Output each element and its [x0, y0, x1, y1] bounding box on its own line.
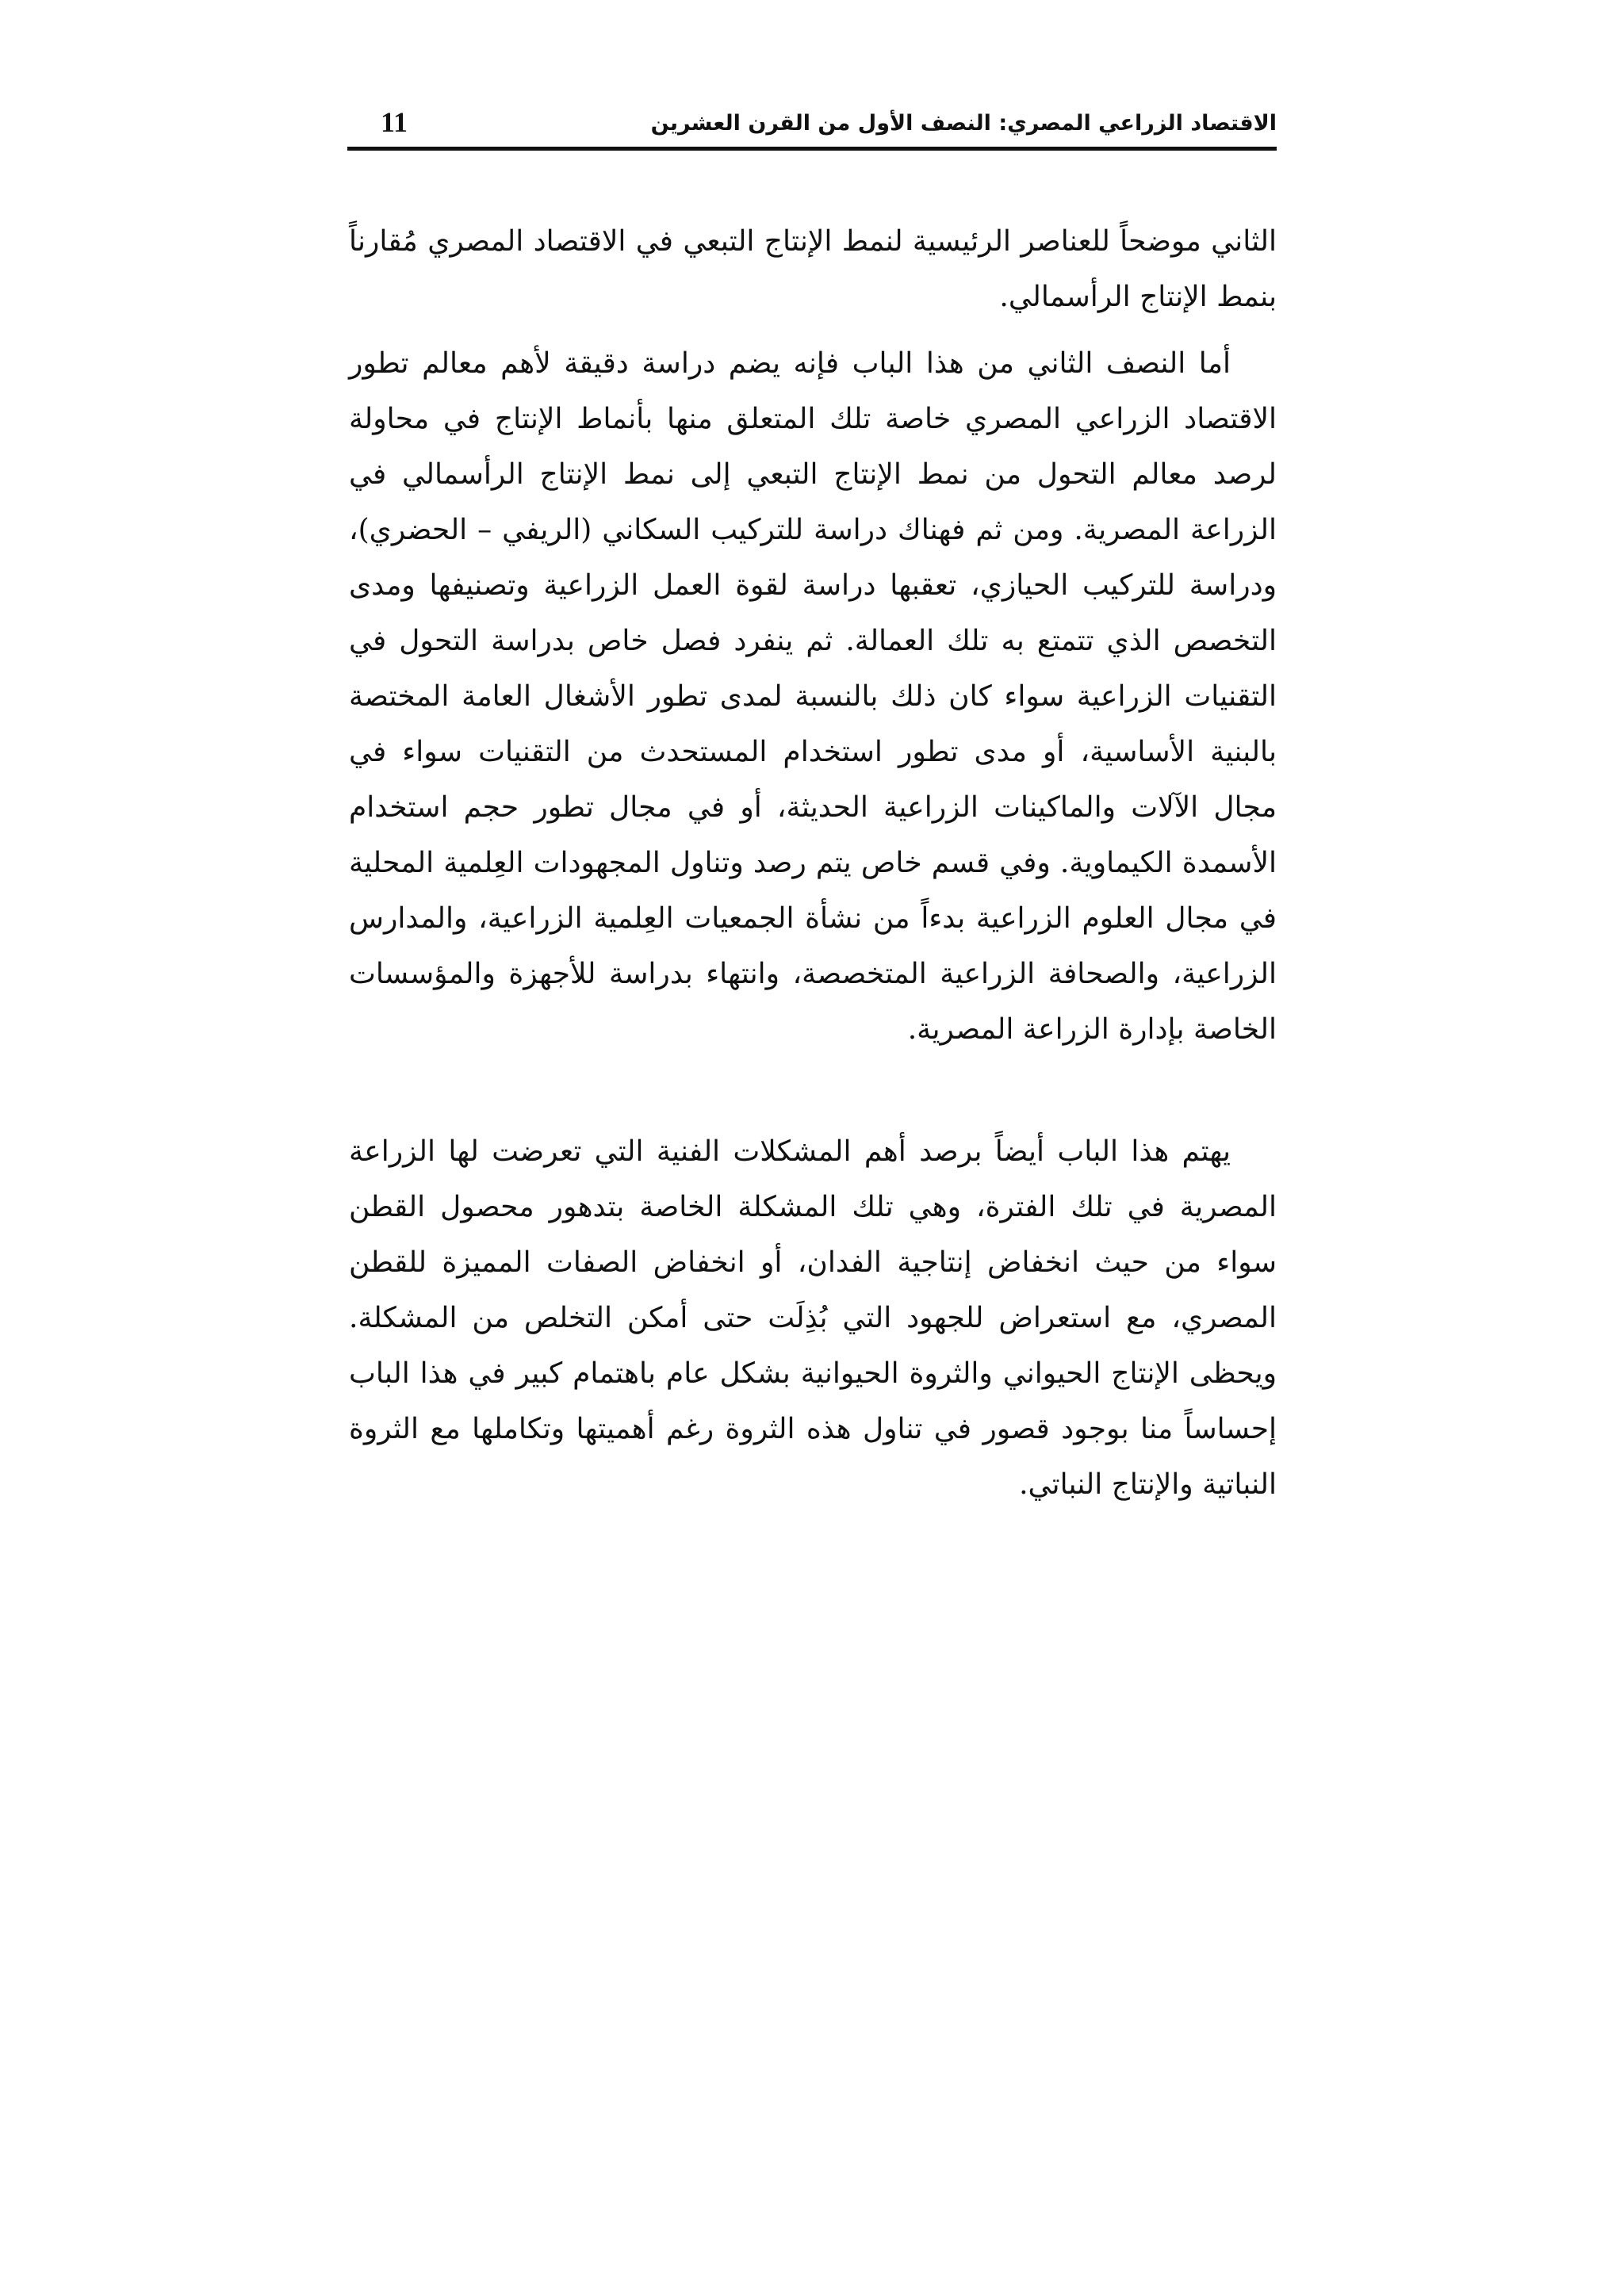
- paragraph-continuation: الثاني موضحاً للعناصر الرئيسية لنمط الإنتاج التبعي في الاقتصاد المصري مُقارناً بنمط الإنتاج الرأسمالي.: [349, 225, 1277, 313]
- body-text: [349, 214, 1277, 1513]
- header-rule: [347, 147, 1277, 151]
- paragraph-technical-problems: يهتم هذا الباب أيضاً برصد أهم المشكلات الفنية التي تعرضت لها الزراعة المصرية في تلك الفترة، وهي تلك المشكلة الخاصة بتدهور محصول القطن سواء من حيث انخفاض إنتاجية الفدان، أو انخفاض الصفات المميزة للقطن المصري، مع استعراض للجهود التي بُذِلَت حتى أمكن التخلص من المشكلة. ويحظى الإنتاج الحيواني والثروة الحيوانية بشكل عام باهتمام كبير في هذا الباب إحساساً منا بوجود قصور في تناول هذه الثروة رغم أهميتها وتكاملها مع الثروة النباتية والإنتاج النباتي.: [349, 1135, 1277, 1501]
- running-title: الاقتصاد الزراعي المصري: النصف الأول من القرن العشرين: [650, 111, 1277, 136]
- running-header: [347, 101, 1277, 151]
- paragraph-second-half-overview: أما النصف الثاني من هذا الباب فإنه يضم دراسة دقيقة لأهم معالم تطور الاقتصاد الزراعي المصري خاصة تلك المتعلق منها بأنماط الإنتاج في محاولة لرصد معالم التحول من نمط الإنتاج التبعي إلى نمط الإنتاج الرأسمالي في الزراعة المصرية. ومن ثم فهناك دراسة للتركيب السكاني (الريفي – الحضري)، ودراسة للتركيب الحيازي، تعقبها دراسة لقوة العمل الزراعية وتصنيفها ومدى التخصص الذي تتمتع به تلك العمالة. ثم ينفرد فصل خاص بدراسة التحول في التقنيات الزراعية سواء كان ذلك بالنسبة لمدى تطور الأشغال العامة المختصة بالبنية الأساسية، أو مدى تطور استخدام المستحدث من التقنيات سواء في مجال الآلات والماكينات الزراعية الحديثة، أو في مجال تطور حجم استخدام الأسمدة الكيماوية. وفي قسم خاص يتم رصد وتناول المجهودات العِلمية المحلية في مجال العلوم الزراعية بدءاً من نشأة الجمعيات العِلمية الزراعية، والمدارس الزراعية، والصحافة الزراعية المتخصصة، وانتهاء بدراسة للأجهزة والمؤسسات الخاصة بإدارة الزراعة المصرية.: [349, 347, 1277, 1046]
- page-number: 11: [381, 106, 408, 138]
